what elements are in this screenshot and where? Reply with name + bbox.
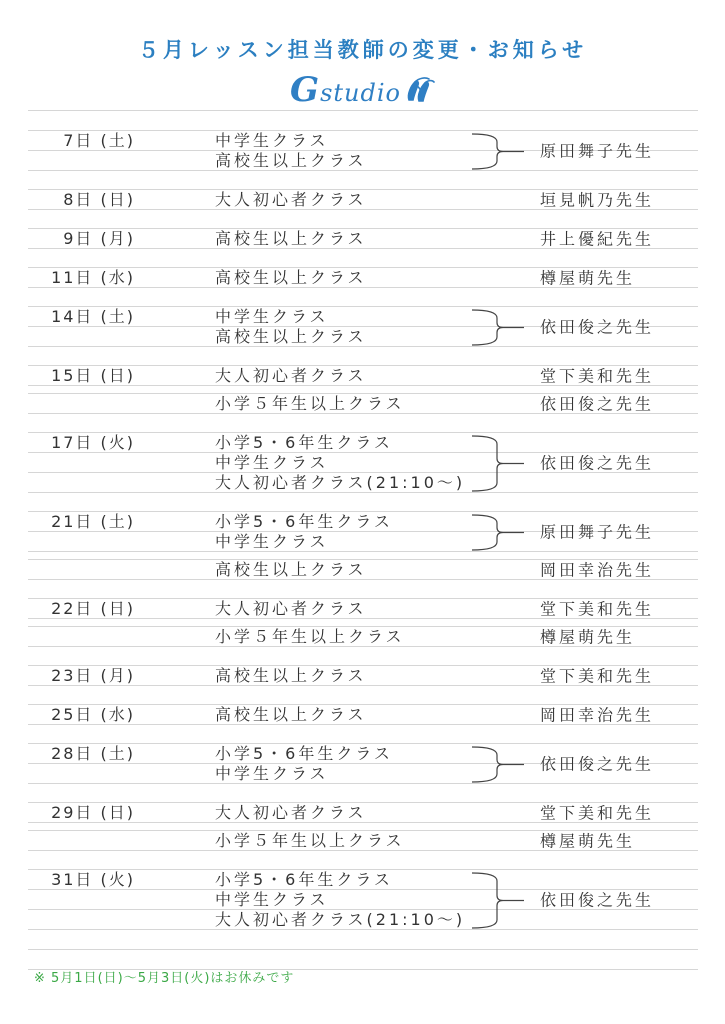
date-label: 23日 (月) [51, 666, 135, 685]
class-group [28, 802, 698, 823]
teacher-name: 堂下美和先生 [540, 666, 655, 685]
date-label: 21日 (土) [51, 512, 135, 531]
day-block [28, 869, 698, 930]
teacher-name: 堂下美和先生 [540, 366, 655, 385]
class-group [28, 130, 698, 171]
brace-connector [470, 872, 526, 929]
class-name: 中学生クラス [215, 890, 329, 909]
teacher-name: 井上優紀先生 [540, 229, 655, 248]
date-label: 7日 (土) [63, 131, 135, 150]
class-name: 中学生クラス [215, 453, 329, 472]
day-block [28, 511, 698, 580]
day-block [28, 306, 698, 347]
class-name: 中学生クラス [215, 131, 329, 150]
class-name: 小学5・6年生クラス [215, 870, 393, 889]
class-group [28, 267, 698, 288]
class-group [28, 365, 698, 386]
class-group [28, 306, 698, 347]
class-name: 大人初心者クラス [215, 599, 367, 618]
teacher-name: 樽屋萌先生 [540, 268, 636, 287]
ballet-shoes-icon [403, 76, 435, 104]
class-name: 大人初心者クラス [215, 190, 367, 209]
teacher-name: 原田舞子先生 [540, 522, 655, 541]
teacher-name: 依田俊之先生 [540, 317, 655, 336]
date-label: 15日 (日) [51, 366, 135, 385]
teacher-name: 堂下美和先生 [540, 803, 655, 822]
date-label: 29日 (日) [51, 803, 135, 822]
day-block [28, 365, 698, 414]
teacher-name: 原田舞子先生 [540, 141, 655, 160]
class-line [28, 472, 698, 492]
class-group [28, 743, 698, 784]
brace-connector [470, 309, 526, 346]
date-label: 28日 (土) [51, 744, 135, 763]
brace-path [472, 873, 524, 928]
class-name: 小学５年生以上クラス [215, 831, 405, 850]
teacher-name: 樽屋萌先生 [540, 831, 636, 850]
schedule-list [28, 130, 698, 930]
day-block [28, 598, 698, 647]
date-label: 31日 (火) [51, 870, 135, 889]
date-label: 9日 (月) [63, 229, 135, 248]
brace-path [472, 134, 524, 169]
date-label: 17日 (火) [51, 433, 135, 452]
class-name: 小学５年生以上クラス [215, 627, 405, 646]
studio-logo [0, 70, 725, 108]
class-name: 高校生以上クラス [215, 705, 367, 724]
teacher-name: 樽屋萌先生 [540, 627, 636, 646]
class-group [28, 559, 698, 580]
logo-text: studio [320, 79, 401, 107]
class-name: 高校生以上クラス [215, 666, 367, 685]
day-block [28, 189, 698, 210]
class-name: 中学生クラス [215, 307, 329, 326]
brace-connector [470, 435, 526, 492]
class-name: 中学生クラス [215, 764, 329, 783]
class-name: 大人初心者クラス(21:10～) [215, 910, 466, 929]
day-block [28, 665, 698, 686]
day-block [28, 743, 698, 784]
class-name: 高校生以上クラス [215, 560, 367, 579]
ruled-line [28, 110, 698, 111]
day-block [28, 432, 698, 493]
date-label: 25日 (水) [51, 705, 135, 724]
class-name: 大人初心者クラス(21:10～) [215, 473, 466, 492]
day-block [28, 267, 698, 288]
logo-mark: G [290, 70, 320, 110]
teacher-name: 依田俊之先生 [540, 453, 655, 472]
teacher-name: 依田俊之先生 [540, 394, 655, 413]
class-group [28, 626, 698, 647]
brace-path [472, 747, 524, 782]
class-group [28, 511, 698, 552]
teacher-name: 岡田幸治先生 [540, 560, 655, 579]
date-label: 14日 (土) [51, 307, 135, 326]
class-name: 高校生以上クラス [215, 229, 367, 248]
class-name: 小学5・6年生クラス [215, 744, 393, 763]
date-label: 8日 (日) [63, 190, 135, 209]
brace-connector [470, 133, 526, 170]
brace-path [472, 436, 524, 491]
day-block [28, 228, 698, 249]
page-title: ５月レッスン担当教師の変更・お知らせ [137, 38, 588, 62]
brace-path [472, 515, 524, 550]
brace-connector [470, 514, 526, 551]
class-name: 高校生以上クラス [215, 268, 367, 287]
class-group [28, 869, 698, 930]
class-name: 小学5・6年生クラス [215, 512, 393, 531]
day-block [28, 802, 698, 851]
class-name: 大人初心者クラス [215, 366, 367, 385]
holiday-note: ※ 5月1日(日)～5月3日(火)はお休みです [34, 971, 295, 986]
day-block [28, 704, 698, 725]
class-group [28, 432, 698, 493]
ruled-line [28, 949, 698, 950]
date-label: 11日 (水) [51, 268, 135, 287]
class-group [28, 393, 698, 414]
class-group [28, 228, 698, 249]
teacher-name: 垣見帆乃先生 [540, 190, 655, 209]
class-group [28, 704, 698, 725]
class-group [28, 598, 698, 619]
class-name: 中学生クラス [215, 532, 329, 551]
brace-path [472, 310, 524, 345]
class-name: 高校生以上クラス [215, 327, 367, 346]
class-line [28, 909, 698, 929]
teacher-name: 依田俊之先生 [540, 754, 655, 773]
teacher-name: 依田俊之先生 [540, 890, 655, 909]
brace-connector [470, 746, 526, 783]
class-group [28, 189, 698, 210]
class-name: 大人初心者クラス [215, 803, 367, 822]
teacher-name: 堂下美和先生 [540, 599, 655, 618]
date-label: 22日 (日) [51, 599, 135, 618]
class-group [28, 830, 698, 851]
class-name: 小学５年生以上クラス [215, 394, 405, 413]
day-block [28, 130, 698, 171]
class-name: 高校生以上クラス [215, 151, 367, 170]
class-name: 小学5・6年生クラス [215, 433, 393, 452]
teacher-name: 岡田幸治先生 [540, 705, 655, 724]
class-group [28, 665, 698, 686]
